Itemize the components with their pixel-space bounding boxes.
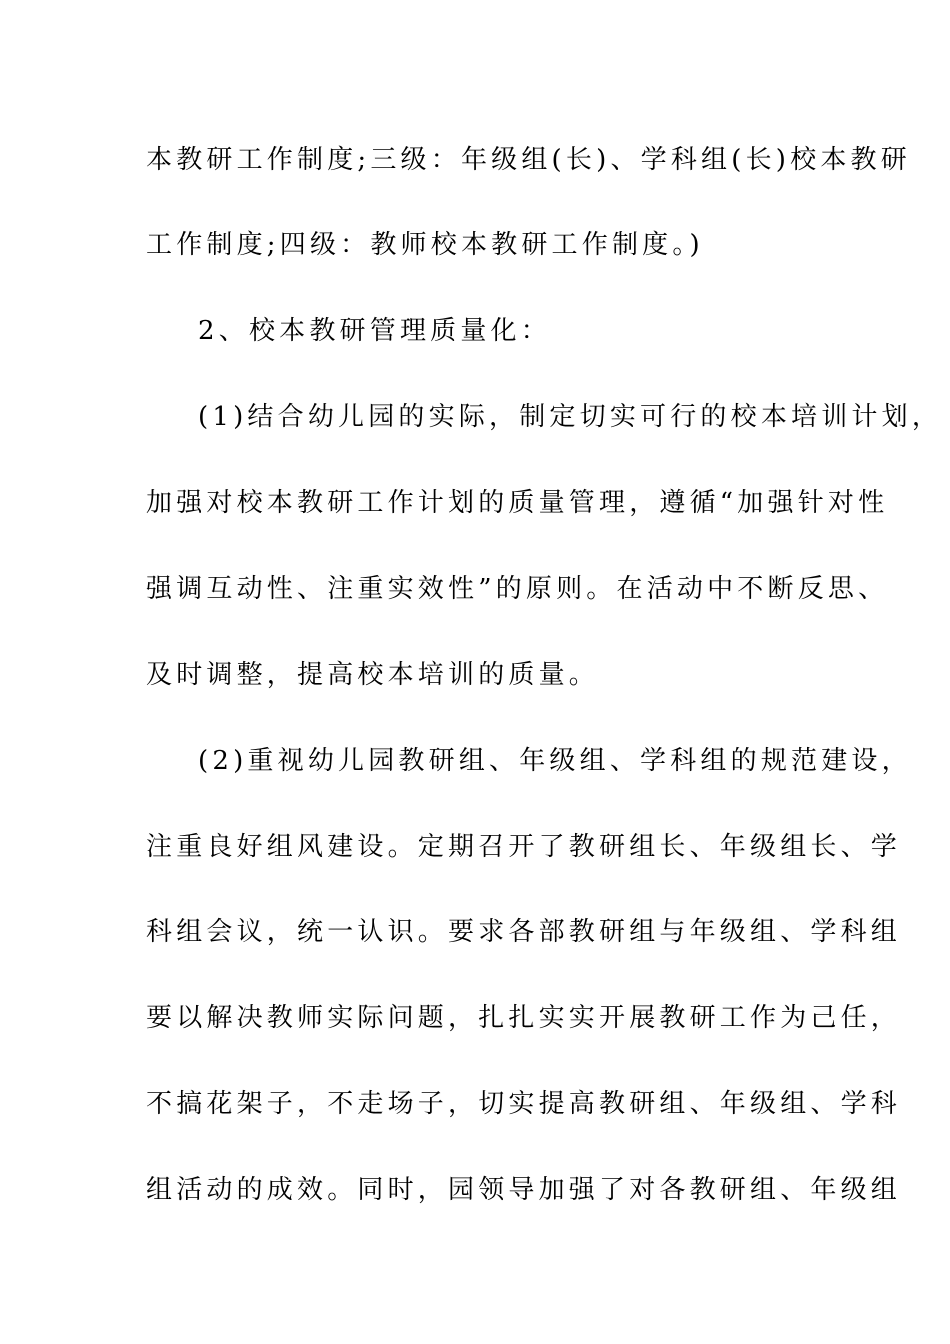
paragraph-start-line: (2)重视幼儿园教研组、年级组、学科组的规范建设， <box>198 746 912 776</box>
text-line: 加强对校本教研工作计划的质量管理，遵循“加强针对性 <box>146 488 889 518</box>
text-line: 要以解决教师实际问题，扎扎实实开展教研工作为己任， <box>146 1003 902 1033</box>
text-line: 注重良好组风建设。定期召开了教研组长、年级组长、学 <box>146 832 902 862</box>
text-line: 本教研工作制度;三级：年级组(长)、学科组(长)校本教研 <box>146 145 911 175</box>
text-line: 不搞花架子，不走场子，切实提高教研组、年级组、学科 <box>146 1089 902 1119</box>
paragraph-start-line: (1)结合幼儿园的实际，制定切实可行的校本培训计划， <box>198 402 943 432</box>
section-heading: 2、校本教研管理质量化： <box>198 316 551 346</box>
text-line: 及时调整，提高校本培训的质量。 <box>146 660 600 690</box>
text-line: 组活动的成效。同时，园领导加强了对各教研组、年级组 <box>146 1175 902 1205</box>
text-line: 工作制度;四级：教师校本教研工作制度。) <box>146 230 704 260</box>
text-line: 科组会议，统一认识。要求各部教研组与年级组、学科组 <box>146 917 902 947</box>
text-line: 强调互动性、注重实效性”的原则。在活动中不断反思、 <box>146 574 889 604</box>
